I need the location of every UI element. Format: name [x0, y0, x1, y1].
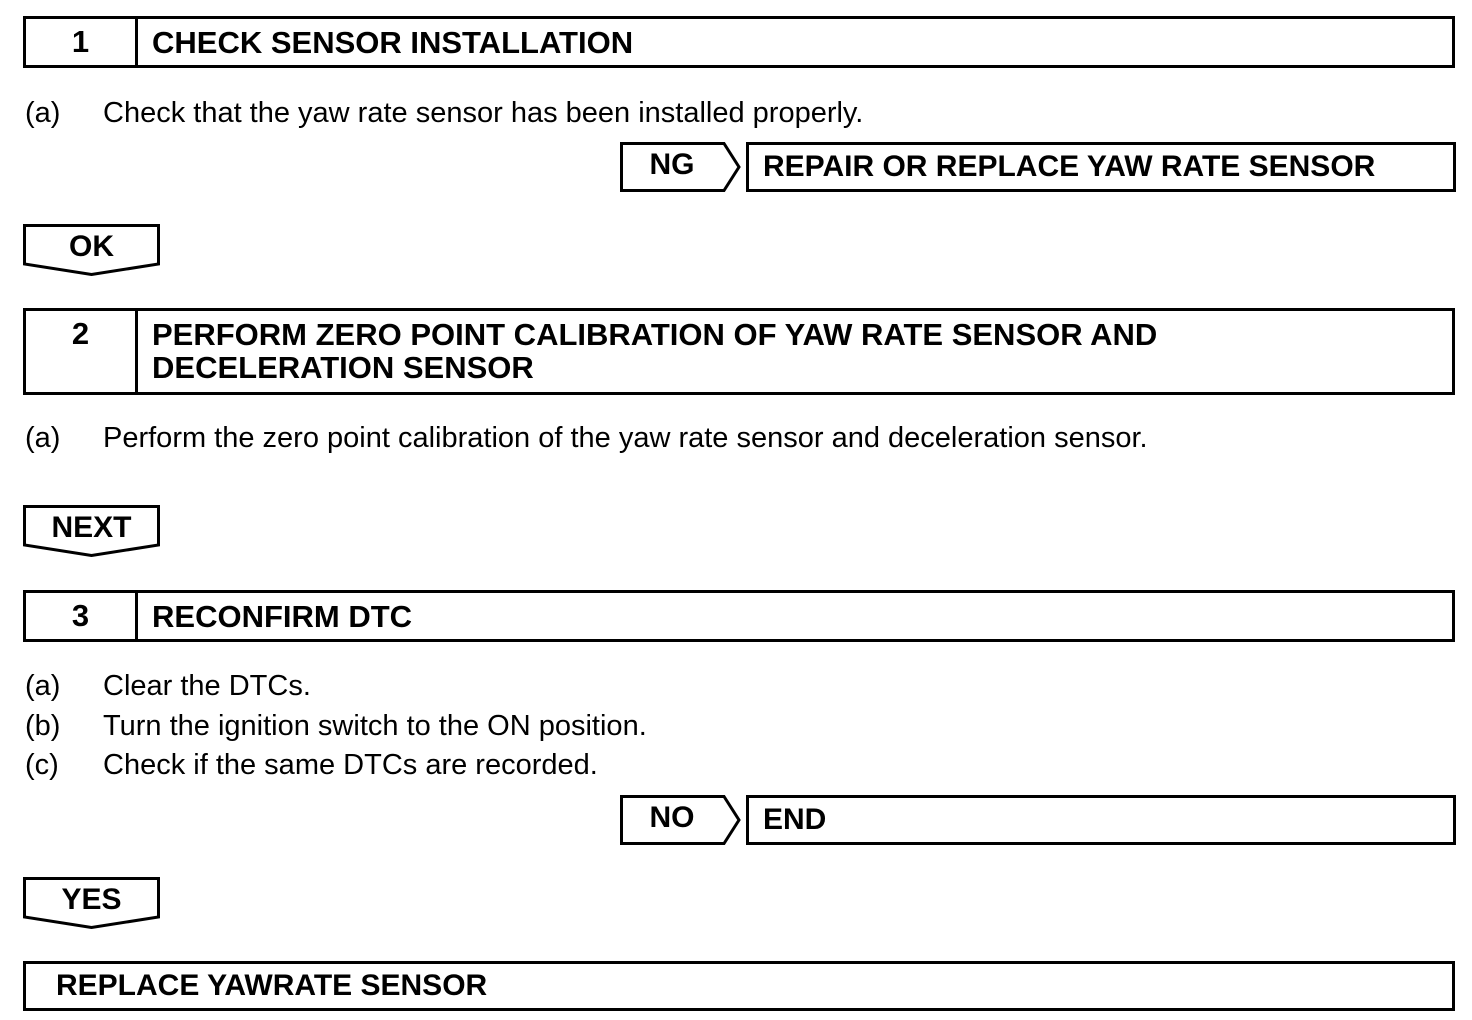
down-tag-label: NEXT [51, 511, 132, 544]
step-1-header [23, 16, 1455, 68]
instruction-text: Check if the same DTCs are recorded. [103, 749, 598, 781]
no-branch-arrow [620, 795, 742, 845]
step-2-header [23, 308, 1455, 395]
down-tag-label: OK [69, 230, 114, 263]
next-down-tag [23, 505, 160, 557]
yes-down-tag [23, 877, 160, 929]
instruction-letter: (a) [25, 97, 61, 129]
instruction-letter: (b) [25, 710, 61, 742]
instruction-text: Turn the ignition switch to the ON position. [103, 710, 647, 742]
final-action-label: REPLACE YAWRATE SENSOR [56, 969, 488, 1002]
instruction-letter: (c) [25, 749, 59, 781]
no-result-box [746, 795, 1456, 845]
step-number: 2 [26, 311, 138, 392]
down-tag-label: YES [61, 883, 122, 916]
ng-branch-arrow [620, 142, 742, 192]
step-title-line: PERFORM ZERO POINT CALIBRATION OF YAW RATE SENSOR AND [152, 317, 1158, 352]
ng-result-box [746, 142, 1456, 192]
instruction-text: Perform the zero point calibration of the yaw rate sensor and deceleration sensor. [103, 422, 1148, 454]
step-title: CHECK SENSOR INSTALLATION [152, 25, 634, 60]
step-title-line: DECELERATION SENSOR [152, 350, 534, 385]
result-label: REPAIR OR REPLACE YAW RATE SENSOR [763, 150, 1376, 183]
result-label: END [763, 803, 827, 836]
step-number: 1 [26, 19, 138, 65]
final-action-box [23, 961, 1455, 1011]
branch-label: NO [649, 801, 695, 834]
ok-down-tag [23, 224, 160, 276]
branch-label: NG [649, 148, 695, 181]
step-title [152, 318, 1442, 384]
instruction-text: Check that the yaw rate sensor has been installed properly. [103, 97, 864, 129]
instruction-letter: (a) [25, 422, 61, 454]
step-number: 3 [26, 593, 138, 639]
instruction-text: Clear the DTCs. [103, 670, 311, 702]
step-title: RECONFIRM DTC [152, 599, 413, 634]
instruction-letter: (a) [25, 670, 61, 702]
step-3-header [23, 590, 1455, 642]
